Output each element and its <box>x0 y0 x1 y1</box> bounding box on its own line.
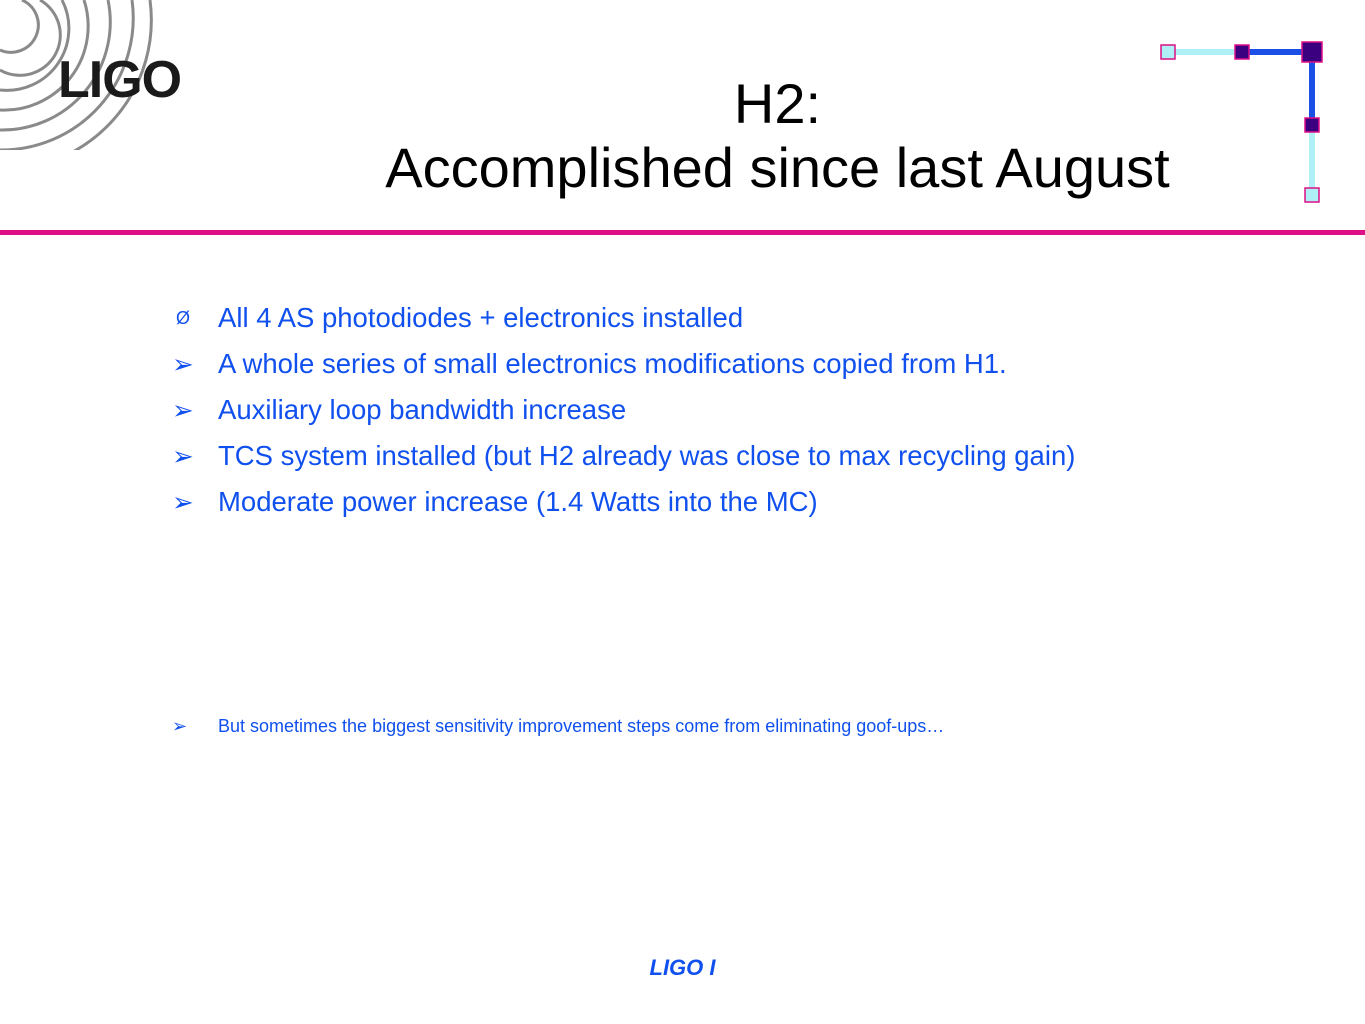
bullet-item <box>172 341 1322 387</box>
bullet-text: Moderate power increase (1.4 Watts into the MC) <box>218 486 818 517</box>
closing-note <box>172 712 944 740</box>
title-divider <box>0 230 1365 235</box>
bullet-text: Auxiliary loop bandwidth increase <box>218 394 627 425</box>
arrow-bullet-icon: ➢ <box>172 716 188 736</box>
ligo-logo: LIGO <box>58 51 182 109</box>
arrow-bullet-icon: ➢ <box>172 441 194 471</box>
bullet-text: All 4 AS photodiodes + electronics installed <box>218 302 744 333</box>
closing-note-text: But sometimes the biggest sensitivity improvement steps come from eliminating goof-ups… <box>218 716 945 736</box>
slide-title-line-1: H2: <box>733 72 822 135</box>
bullet-item <box>172 479 1322 525</box>
empty-set-bullet-icon: Ø <box>176 308 191 328</box>
bullet-text: TCS system installed (but H2 already was close to max recycling gain) <box>218 440 1076 471</box>
footer-label: LIGO I <box>649 955 716 980</box>
bullet-item <box>172 387 1322 433</box>
bullet-item <box>172 433 1322 479</box>
bullet-text: A whole series of small electronics modifications copied from H1. <box>218 348 1007 379</box>
slide-title-line-2: Accomplished since last August <box>385 136 1170 199</box>
bullet-list <box>172 295 1322 525</box>
arrow-bullet-icon: ➢ <box>172 487 194 517</box>
interferometer-corner-icon <box>1150 36 1330 211</box>
bullet-item <box>172 295 1322 341</box>
arrow-bullet-icon: ➢ <box>172 349 194 379</box>
arrow-bullet-icon: ➢ <box>172 395 194 425</box>
